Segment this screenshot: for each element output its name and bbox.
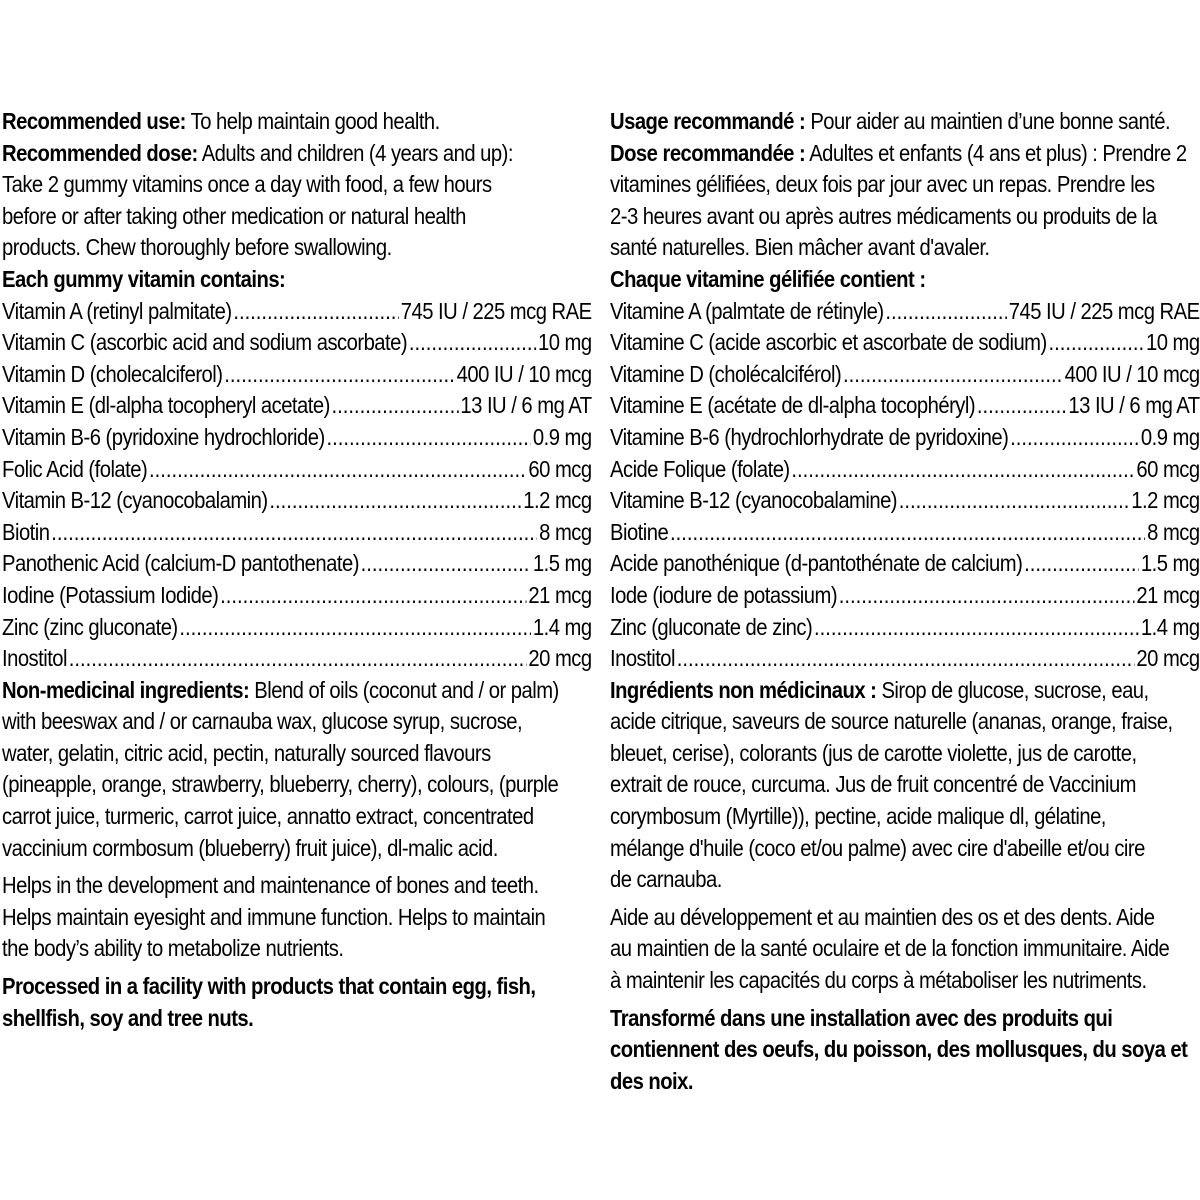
nutrient-row: Panothenic Acid (calcium-D pantothenate) ..... 1.5 mg xyxy=(2,548,592,580)
nutrient-row: Acide panothénique (d-pantothénate de calcium) ..... 1.5 mg xyxy=(610,548,1200,580)
health-claims: Aide au développement et au maintien des os et des dents. Aide au maintien de la santé oculaire et de la fonction immunitaire. Aide à maintenir les capacités du corps à métaboliser les nutriments. xyxy=(610,903,1170,994)
nutrient-row: Acide Folique (folate) ..... 60 mcg xyxy=(610,454,1200,486)
dose-line: before or after taking other medication or natural health xyxy=(2,202,466,229)
recommended-dose: Dose recommandée : Adultes et enfants (4 ans et plus) : Prendre 2 xyxy=(610,139,1187,166)
nutrient-row: Folic Acid (folate) ..... 60 mcg xyxy=(2,454,592,486)
recommended-use: Usage recommandé : Pour aider au maintien d’une bonne santé. xyxy=(610,108,1171,134)
recommended-use: Recommended use: To help maintain good health. xyxy=(2,108,440,134)
english-column xyxy=(2,106,592,1034)
recommended-dose: Recommended dose: Adults and children (4 years and up): xyxy=(2,139,513,166)
dose-line: 2-3 heures avant ou après autres médicaments ou produits de la xyxy=(610,202,1157,229)
nutrient-row: Inostitol ..... 20 mcg xyxy=(610,643,1200,675)
nutrient-row: Biotin ..... 8 mcg xyxy=(2,517,592,549)
nutrient-row: Vitamine A (palmtate de rétinyle) ..... 745 IU / 225 mcg RAE xyxy=(610,296,1200,328)
nutrient-row: Vitamin B-12 (cyanocobalamin) ..... 1.2 mcg xyxy=(2,485,592,517)
nutrient-row: Vitamine D (cholécalciférol) ..... 400 IU / 10 mcg xyxy=(610,359,1200,391)
dose-line: vitamines gélifiées, deux fois par jour avec un repas. Prendre les xyxy=(610,171,1155,198)
nutrient-list xyxy=(610,296,1200,675)
nutrient-row: Vitamin D (cholecalciferol) ..... 400 IU / 10 mcg xyxy=(2,359,592,391)
nutrient-row: Vitamine E (acétate de dl-alpha tocophéryl) ..... 13 IU / 6 mg AT xyxy=(610,390,1200,422)
health-claims: Helps in the development and maintenance of bones and teeth. Helps maintain eyesight and immune function. Helps to maintain the body’s ability to metabolize nutrients. xyxy=(2,872,546,962)
allergen-statement: Processed in a facility with products that contain egg, fish, shellfish, soy and tree nuts. xyxy=(2,973,536,1031)
nutrient-row: Inostitol ..... 20 mcg xyxy=(2,643,592,675)
nutrient-list xyxy=(2,296,592,675)
nutrient-row: Vitamin E (dl-alpha tocopheryl acetate) ..... 13 IU / 6 mg AT xyxy=(2,390,592,422)
dose-line: santé naturelles. Bien mâcher avant d'avaler. xyxy=(610,234,990,261)
dose-line: Take 2 gummy vitamins once a day with food, a few hours xyxy=(2,171,492,198)
contains-heading: Each gummy vitamin contains: xyxy=(2,265,286,292)
nutrient-row: Vitamin C (ascorbic acid and sodium ascorbate) ..... 10 mg xyxy=(2,327,592,359)
nutrient-row: Vitamine B-12 (cyanocobalamine) ..... 1.2 mcg xyxy=(610,485,1200,517)
dose-line: products. Chew thoroughly before swallowing. xyxy=(2,234,392,261)
nutrient-row: Zinc (zinc gluconate) ..... 1.4 mg xyxy=(2,612,592,644)
nutrient-row: Vitamine B-6 (hydrochlorhydrate de pyridoxine) ..... 0.9 mg xyxy=(610,422,1200,454)
nutrient-row: Vitamine C (acide ascorbic et ascorbate de sodium) ..... 10 mg xyxy=(610,327,1200,359)
french-column xyxy=(610,106,1200,1097)
contains-heading: Chaque vitamine gélifiée contient : xyxy=(610,265,926,292)
nutrient-row: Iode (iodure de potassium) ..... 21 mcg xyxy=(610,580,1200,612)
nutrient-row: Vitamin B-6 (pyridoxine hydrochloride) ..... 0.9 mg xyxy=(2,422,592,454)
nutrient-row: Biotine ..... 8 mcg xyxy=(610,517,1200,549)
nutrient-row: Vitamin A (retinyl palmitate) ..... 745 IU / 225 mcg RAE xyxy=(2,296,592,328)
nutrient-row: Zinc (gluconate de zinc) ..... 1.4 mg xyxy=(610,612,1200,644)
nutrient-row: Iodine (Potassium Iodide) ..... 21 mcg xyxy=(2,580,592,612)
allergen-statement: Transformé dans une installation avec des produits qui contiennent des oeufs, du poisson, des mollusques, du soya et des noix. xyxy=(610,1004,1188,1094)
non-medicinal-ingredients: Ingrédients non médicinaux : Sirop de glucose, sucrose, eau, acide citrique, saveurs de source naturelle (ananas, orange, fraise, bleuet, cerise), colorants (jus de carotte violette, jus de carotte, extrait de rouce, curcuma. Jus de fruit concentré de Vaccinium corymbosum (Myrtille)), pectine, acide malique dl, gélatine, mélange d'huile (coco et/ou palme) avec cire d'abeille et/ou cire de carnauba. xyxy=(610,676,1173,893)
non-medicinal-ingredients: Non-medicinal ingredients: Blend of oils (coconut and / or palm) with beeswax and / or carnauba wax, glucose syrup, sucrose, water, gelatin, citric acid, pectin, naturally sourced flavours (pineapple, orange, strawberry, blueberry, cherry), colours, (purple carrot juice, turmeric, carrot juice, annatto extract, concentrated vaccinium cormbosum (blueberry) fruit juice), dl-malic acid. xyxy=(2,676,559,861)
